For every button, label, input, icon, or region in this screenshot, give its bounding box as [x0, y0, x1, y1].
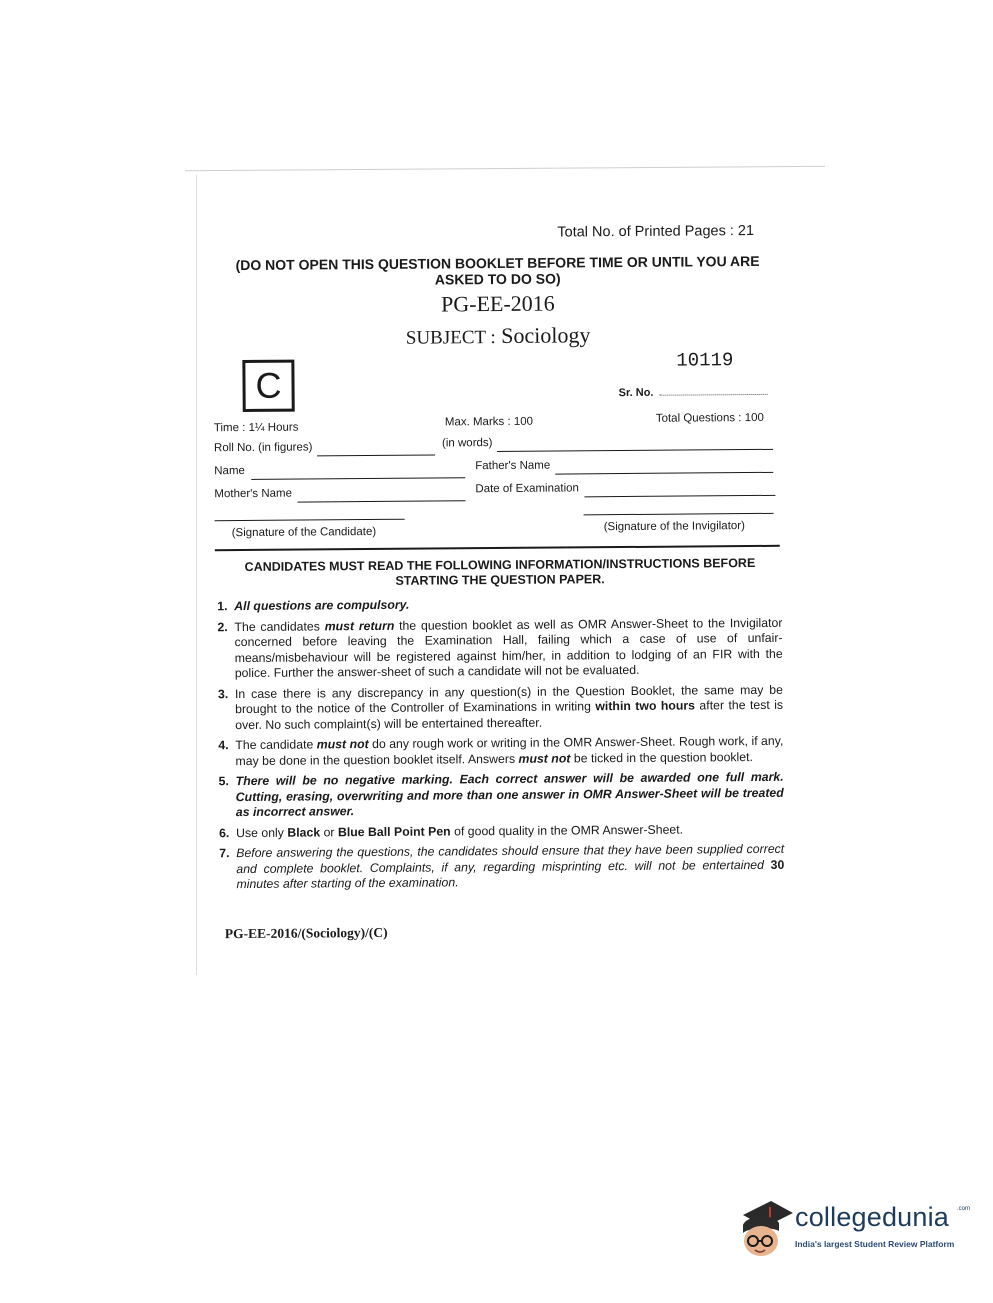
printed-pages-count: Total No. of Printed Pages : 21 — [557, 222, 755, 241]
date-of-exam-line[interactable] — [584, 495, 775, 498]
instruction-item — [218, 734, 783, 769]
instruction-text-run: do any rough work or writing in the OMR Answer-Sheet. Rough work, if any, may be done in the question booklet itself. Answers — [235, 733, 784, 768]
instruction-text — [236, 842, 784, 893]
name-line[interactable] — [251, 477, 465, 480]
instruction-text — [236, 821, 784, 841]
subject-label: SUBJECT : — [405, 327, 496, 349]
instruction-number: 3. — [217, 686, 229, 701]
instruction-text-run: 30 — [770, 857, 785, 872]
booklet-footer-code: PG-EE-2016/(Sociology)/(C) — [224, 924, 388, 942]
instruction-text-run: Blue Ball Point Pen — [337, 823, 451, 839]
instruction-text-run: Black — [287, 824, 321, 840]
instruction-text-run: be ticked in the question booklet. — [570, 749, 753, 765]
instruction-item — [219, 770, 784, 821]
fathers-name-line[interactable] — [555, 472, 773, 475]
instruction-item — [217, 615, 782, 681]
serial-number: 10119 — [676, 349, 734, 372]
instruction-number: 5. — [218, 774, 229, 789]
roll-figures-line[interactable] — [317, 455, 435, 457]
mothers-name-label: Mother's Name — [214, 487, 293, 501]
roll-figures-label: Roll No. (in figures) — [213, 441, 313, 455]
logo-domain: .com — [957, 1206, 971, 1212]
instruction-text-run: or — [320, 824, 338, 839]
instruction-number: 2. — [217, 619, 228, 634]
instruction-number: 7. — [219, 846, 230, 861]
time-label: Time : 1¼ Hours — [213, 421, 299, 435]
roll-words-line[interactable] — [497, 449, 773, 452]
instruction-text — [234, 615, 782, 681]
instruction-text-run: must not — [518, 750, 571, 766]
date-of-exam-label: Date of Examination — [475, 482, 579, 496]
instruction-text-run: The candidate — [235, 737, 317, 753]
section-divider — [215, 545, 780, 551]
instruction-text-run: The candidates — [234, 618, 325, 634]
logo-wordmark: collegedunia — [795, 1202, 950, 1232]
instruction-text-run: Use only — [235, 825, 288, 840]
logo-tagline: India's largest Student Review Platform — [795, 1239, 955, 1249]
name-label: Name — [214, 465, 245, 478]
instruction-text — [235, 682, 783, 733]
instruction-text-run: Before answering the questions, the candidates should ensure that they have been supplied correct and complete booklet. Complaints, if any, regarding misprinting etc. will not be entertained — [236, 841, 785, 876]
fathers-name-label: Father's Name — [475, 459, 551, 473]
candidate-signature-label: (Signature of the Candidate) — [231, 525, 377, 540]
instruction-item — [218, 682, 783, 733]
instructions-heading: CANDIDATES MUST READ THE FOLLOWING INFORMATION/INSTRUCTIONS BEFORE STARTING THE QUESTION PAPER. — [244, 555, 756, 588]
total-questions-label: Total Questions : 100 — [655, 411, 764, 425]
exam-code: PG-EE-2016 — [440, 290, 555, 317]
invigilator-signature-label: (Signature of the Invigilator) — [603, 520, 745, 534]
subject-line — [198, 321, 798, 352]
sr-no-dotted-line — [659, 385, 767, 396]
student-mascot-icon — [735, 1197, 795, 1265]
instruction-text-run: must not — [316, 737, 369, 752]
instruction-text-run: All questions are compulsory. — [234, 597, 410, 614]
instruction-text — [236, 770, 784, 821]
instruction-item — [219, 842, 784, 893]
instruction-text — [234, 595, 782, 615]
instructions-list — [217, 595, 784, 898]
instruction-text-run: minutes after starting of the examination. — [236, 875, 459, 892]
instruction-item — [219, 821, 784, 841]
instruction-text-run: There will be no negative marking. Each correct answer will be awarded one full mark. Cutting, erasing, overwriting and more than one answer in OMR Answer-Sheet will be treated as incorrect answer. — [235, 769, 784, 820]
instruction-number: 1. — [217, 599, 228, 614]
sr-no-field — [619, 385, 768, 399]
instruction-text-run: must return — [324, 618, 395, 633]
sr-no-label: Sr. No. — [618, 386, 654, 400]
instruction-text-run: the question booklet as well as OMR Answer-Sheet to the Invigilator concerned before leaving the Examination Hall, failing which a case of use of unfair-means/misbehaviour will be registered against him/her, in addition to lodging of an FIR with the police. Further the answer-sheet of such a candidate will not be evaluated. — [234, 615, 783, 681]
subject-value: Sociology — [501, 322, 591, 348]
instruction-text-run: within two hours — [595, 698, 696, 714]
mothers-name-line[interactable] — [297, 500, 465, 502]
page-edge-top — [185, 166, 825, 171]
roll-words-label: (in words) — [441, 437, 493, 450]
question-booklet-cover — [197, 173, 803, 968]
instruction-item — [217, 595, 782, 615]
max-marks-label: Max. Marks : 100 — [444, 415, 534, 429]
booklet-set-box: C — [242, 360, 294, 412]
candidate-signature-line[interactable] — [215, 519, 405, 521]
instruction-text-run: after the test is over. No such complaint(s) will be entertained thereafter. — [235, 697, 784, 732]
do-not-open-warning: (DO NOT OPEN THIS QUESTION BOOKLET BEFORE TIME OR UNTIL YOU ARE ASKED TO DO SO) — [235, 252, 760, 288]
instruction-number: 6. — [218, 825, 230, 840]
instruction-text-run: of good quality in the OMR Answer-Sheet. — [450, 822, 684, 838]
instruction-text — [235, 734, 783, 769]
instruction-number: 4. — [218, 738, 229, 753]
invigilator-signature-line[interactable] — [584, 513, 774, 515]
instruction-text-run: In case there is any discrepancy in any question(s) in the Question Booklet, the same may be brought to the notice of the Controller of Examinations in writing — [234, 682, 784, 717]
collegedunia-logo[interactable] — [735, 1197, 971, 1267]
